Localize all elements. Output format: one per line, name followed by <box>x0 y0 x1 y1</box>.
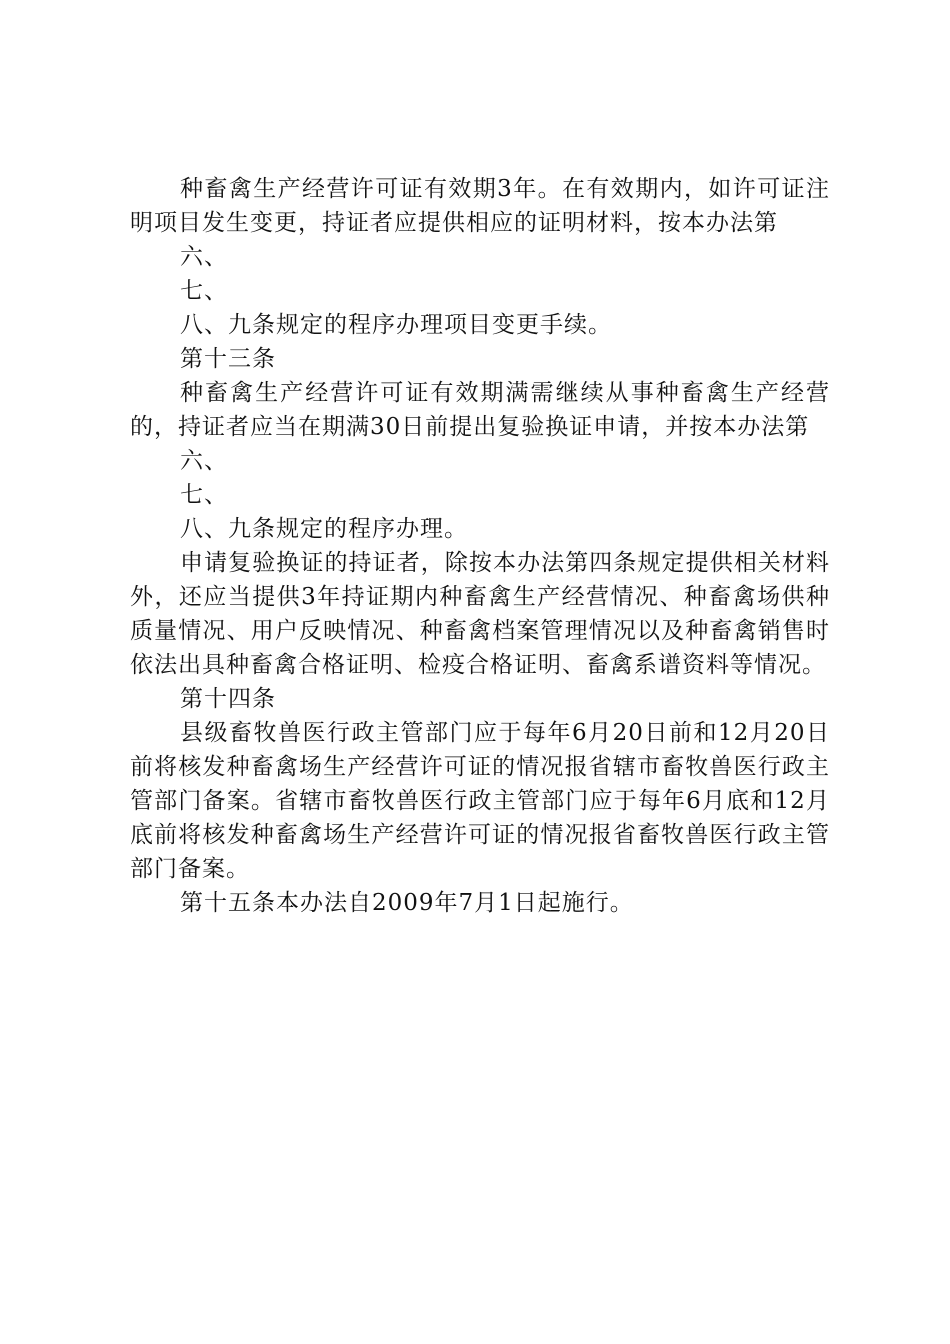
article-15-effective-date: 第十五条本办法自2009年7月1日起施行。 <box>180 890 634 916</box>
paragraph-renewal: 种畜禽生产经营许可证有效期满需继续从事种畜禽生产经营的，持证者应当在期满30日前提出复验换证申请，并按本办法第 <box>130 380 830 440</box>
paragraph-item-eight-nine-change: 八、九条规定的程序办理项目变更手续。 <box>180 312 612 338</box>
paragraph-item-seven: 七、 <box>180 278 228 304</box>
paragraph-item-eight-nine-procedure: 八、九条规定的程序办理。 <box>180 516 468 542</box>
article-13-heading: 第十三条 <box>180 346 276 372</box>
paragraph-validity: 种畜禽生产经营许可证有效期3年。在有效期内，如许可证注明项目发生变更，持证者应提供相应的证明材料，按本办法第 <box>130 176 830 236</box>
paragraph-item-six: 六、 <box>180 244 228 270</box>
article-14-heading: 第十四条 <box>180 686 276 712</box>
document-body <box>130 172 830 920</box>
paragraph-renewal-materials: 申请复验换证的持证者，除按本办法第四条规定提供相关材料外，还应当提供3年持证期内种畜禽生产经营情况、种畜禽场供种质量情况、用户反映情况、种畜禽档案管理情况以及种畜禽销售时依法出具种畜禽合格证明、检疫合格证明、畜禽系谱资料等情况。 <box>130 550 830 678</box>
paragraph-item-seven-2: 七、 <box>180 482 228 508</box>
paragraph-filing: 县级畜牧兽医行政主管部门应于每年6月20日前和12月20日前将核发种畜禽场生产经营许可证的情况报省辖市畜牧兽医行政主管部门备案。省辖市畜牧兽医行政主管部门应于每年6月底和12月底前将核发种畜禽场生产经营许可证的情况报省畜牧兽医行政主管部门备案。 <box>130 720 830 882</box>
paragraph-item-six-2: 六、 <box>180 448 228 474</box>
